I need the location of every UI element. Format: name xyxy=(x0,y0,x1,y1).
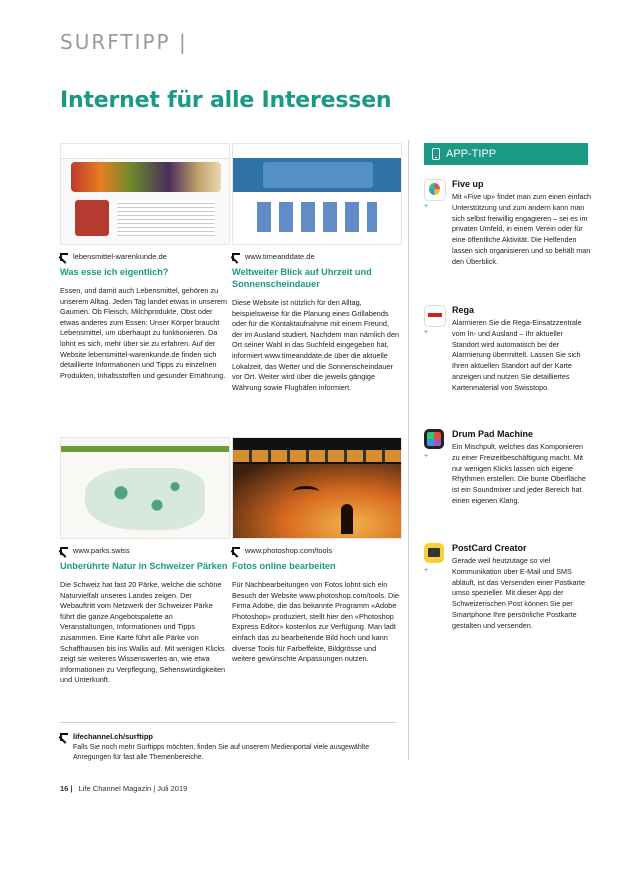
android-icon: + xyxy=(424,329,429,336)
arrow-icon xyxy=(232,547,240,555)
article-url-text[interactable]: lebensmittel-warenkunde.de xyxy=(73,252,167,261)
android-icon: + xyxy=(424,453,429,460)
article-title: Was esse ich eigentlich? xyxy=(60,267,169,277)
platform-icons xyxy=(424,329,428,336)
article-thumbnail xyxy=(60,143,230,245)
arrow-icon xyxy=(60,253,68,261)
section-label: SURFTIPP | xyxy=(60,30,188,54)
article-timeanddate xyxy=(232,143,400,393)
article-body: Für Nachbearbeitungen von Fotos lohnt sich ein Besuch der Website www.photoshop.com/tools. Die Firma Adobe, die das bekannte Programm «Adobe Photoshop» produziert, stellt hier den «Photoshop Express Editor» kostenlos zur Verfügung. Man ladt einfach das zu bearbeitende Bild hoch und kann diverse Tools für Farbeffekte, Bildgrösse und weitere gewünschte Anpassungen nutzen. xyxy=(232,580,399,664)
app-name: PostCard Creator xyxy=(452,543,527,553)
article-url[interactable] xyxy=(232,546,400,555)
footer-link-text[interactable]: lifechannel.ch/surftipp xyxy=(73,732,154,741)
column-divider xyxy=(408,140,409,760)
footer-link[interactable] xyxy=(60,732,405,741)
article-body: Diese Website ist nützlich für den Alltag, beispielsweise für die Planung eines Grillabends oder für die Kontaktaufnahme mit einem Freund, der im Ausland studiert. Nachdem man nämlich den Ort seiner Wahl in das Suchfeld eingegeben hat, informiert www.timeanddate.de über die aktuelle Lokalzeit, das Wetter und die Sonnenscheindauer vor Ort. Weiter wird über die jeweils gängige Währung sowie Flughäfen informiert. xyxy=(232,298,400,392)
arrow-icon xyxy=(60,733,68,741)
drum-pad-app-icon xyxy=(424,429,444,449)
postcard-app-icon xyxy=(424,543,444,563)
app-description: Gerade weil heutzutage so viel Kommunikation über E-Mail und SMS abläuft, ist das Versenden einer Postkarte umso spezieller. Mit dieser App der Schweizerischen Post können Sie per Smartphone Ihre persönliche Postkarte gestalten und versenden. xyxy=(452,556,586,630)
platform-icons xyxy=(424,567,428,574)
android-icon: + xyxy=(424,567,429,574)
article-title: Fotos online bearbeiten xyxy=(232,561,336,571)
app-tipp-heading: APP-TIPP xyxy=(446,148,497,160)
app-description: Ein Mischpult, welches das Komponieren zu einer Freizeitbeschäftigung macht. Mit nur wenigen Klicks lassen sich eigene Rhythmen erstellen. Die bunte Oberfläche ist ein Soundmixer und jeder Bereich hat einen eigenen Klang. xyxy=(452,442,586,505)
app-tipp-sidebar xyxy=(424,143,592,630)
app-description: Alarmieren Sie die Rega-Einsatzzentrale vom In- und Ausland – Ihr aktueller Standort wird automatisch bei der Alarmierung übermittelt. Lassen Sie sich Ihren aktuellen Standort auf der Karte anzeigen und nutzen Sie detailliertes Kartenmaterial von Swisstopo. xyxy=(452,318,582,392)
app-five-up xyxy=(424,179,592,299)
app-rega xyxy=(424,305,588,425)
article-thumbnail xyxy=(60,437,230,539)
article-url-text[interactable]: www.photoshop.com/tools xyxy=(245,546,333,555)
five-up-app-icon xyxy=(424,179,446,201)
android-icon: + xyxy=(424,203,429,210)
app-description: Mit «Five up» findet man zum einen einfach Unterstützung und zum andern kann man sich selbst freiwillig engagieren – sei es im privaten Umfeld, in einem Verein oder für eine öffentliche Aktivität. Die Helfenden lassen sich organisieren und so behält man den Überblick. xyxy=(452,192,592,266)
article-title: Unberührte Natur in Schweizer Pärken xyxy=(60,561,228,571)
magazine-info: Life Channel Magazin | Juli 2019 xyxy=(78,784,188,793)
app-drum-pad-machine xyxy=(424,429,588,539)
arrow-icon xyxy=(232,253,240,261)
page-footer xyxy=(60,784,187,793)
article-parks xyxy=(60,437,228,686)
platform-icons xyxy=(424,453,428,460)
article-url-text[interactable]: www.timeanddate.de xyxy=(245,252,315,261)
page-number: 16 | xyxy=(60,784,73,793)
article-url[interactable] xyxy=(60,252,228,261)
app-postcard-creator xyxy=(424,543,588,663)
article-title: Weltweiter Blick auf Uhrzeit und Sonnenscheindauer xyxy=(232,267,372,289)
footer-divider xyxy=(60,722,396,723)
article-body: Die Schweiz hat fast 20 Pärke, welche die schöne Naturvielfalt unseres Landes zeigen. Der Webauftritt vom Netzwerk der Schweizer Pärke führt die ganze Angebotspalette an Veranstaltungen, Informationen und Tipps zusammen. Eine Karte führt alle Pärke von Schaffhausen bis ins Wallis auf. Mit wenigen Klicks zeigt sie weiteres Wissenswertes an, wie etwa Informationen zu Verpflegung, Sehenswürdigkeiten und Unterkunft. xyxy=(60,580,226,685)
article-thumbnail xyxy=(232,437,402,539)
article-body: Essen, und damit auch Lebensmittel, gehören zu unserem Alltag. Jeden Tag landet etwas in unserem Gaumen. Ob Fleisch, Milchprodukte, Obst oder etwas anderes zum Essen: Unser Körper braucht Lebensmittel, um überhaupt zu funktionieren. Da lohnt es sich, mehr über sie zu erfahren. Auf der Website lebensmittel-warenkunde.de finden sich detaillierte Informationen und Tipps zu einzelnen Produkten, Inhaltsstoffen und gesunder Ernährung. xyxy=(60,286,227,380)
article-url[interactable] xyxy=(60,546,228,555)
smartphone-icon xyxy=(432,148,440,160)
article-url[interactable] xyxy=(232,252,400,261)
arrow-icon xyxy=(60,547,68,555)
rega-app-icon xyxy=(424,305,446,327)
footer-text: Falls Sie noch mehr Surftipps möchten, finden Sie auf unserem Medienportal viele ausgewählte Anregungen für fast alle Themenbereiche. xyxy=(73,744,370,761)
app-tipp-header xyxy=(424,143,588,165)
page-headline: Internet für alle Interessen xyxy=(60,88,392,113)
platform-icons xyxy=(424,203,428,210)
app-name: Five up xyxy=(452,179,484,189)
app-name: Drum Pad Machine xyxy=(452,429,534,439)
article-photoshop xyxy=(232,437,400,665)
app-name: Rega xyxy=(452,305,475,315)
article-url-text[interactable]: www.parks.swiss xyxy=(73,546,130,555)
article-thumbnail xyxy=(232,143,402,245)
surftipp-footer xyxy=(60,732,405,763)
article-lebensmittel xyxy=(60,143,228,381)
